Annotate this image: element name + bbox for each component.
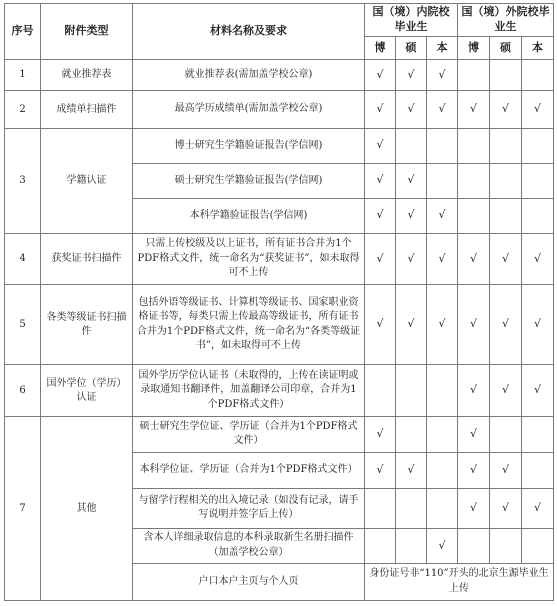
material-requirement: 硕士研究生学位证、学历证（合并为1个PDF格式文件） xyxy=(133,416,365,452)
empty-cell xyxy=(522,60,554,91)
check-mark: √ xyxy=(427,60,458,91)
check-mark: √ xyxy=(365,198,396,233)
row-number: 7 xyxy=(5,416,41,600)
material-requirement: 本科学位证、学历证（合并为1个PDF格式文件） xyxy=(133,452,365,488)
table-row xyxy=(5,365,554,416)
table-row xyxy=(5,416,554,452)
empty-cell xyxy=(365,365,396,416)
check-mark: √ xyxy=(365,233,396,284)
material-requirement: 博士研究生学籍验证报告(学信网) xyxy=(133,128,365,163)
empty-cell xyxy=(458,198,490,233)
row-number: 5 xyxy=(5,285,41,365)
check-mark: √ xyxy=(490,488,522,528)
empty-cell xyxy=(490,60,522,91)
empty-cell xyxy=(490,198,522,233)
row-number: 3 xyxy=(5,128,41,233)
header-degree: 本 xyxy=(427,37,458,60)
empty-cell xyxy=(490,163,522,198)
check-mark: √ xyxy=(365,128,396,163)
check-mark: √ xyxy=(490,285,522,365)
header-material: 材料名称及要求 xyxy=(133,4,365,60)
table-row xyxy=(5,233,554,284)
check-mark: √ xyxy=(365,452,396,488)
header-degree: 硕 xyxy=(490,37,522,60)
material-requirement: 国外学历学位认证书（未取得的，上传在读证明或录取通知书翻译件，加盖翻译公司印章，合并为1个PDF格式文件） xyxy=(133,365,365,416)
header-seq: 序号 xyxy=(5,4,41,60)
material-requirement: 最高学历成绩单(需加盖学校公章) xyxy=(133,90,365,128)
check-mark: √ xyxy=(365,163,396,198)
table-body xyxy=(5,60,554,601)
empty-cell xyxy=(458,128,490,163)
check-mark: √ xyxy=(458,452,490,488)
check-mark: √ xyxy=(396,233,427,284)
header-degree: 硕 xyxy=(396,37,427,60)
empty-cell xyxy=(522,452,554,488)
check-mark: √ xyxy=(427,198,458,233)
table-row xyxy=(5,90,554,128)
table-row xyxy=(5,128,554,163)
header-degree: 本 xyxy=(522,37,554,60)
row-number: 1 xyxy=(5,60,41,91)
attachment-type: 各类等级证书扫描件 xyxy=(41,285,133,365)
empty-cell xyxy=(396,365,427,416)
check-mark: √ xyxy=(522,285,554,365)
empty-cell xyxy=(522,128,554,163)
check-mark: √ xyxy=(396,163,427,198)
check-mark: √ xyxy=(490,452,522,488)
row-number: 4 xyxy=(5,233,41,284)
upload-note: 身份证号非“110”开头的北京生源毕业生上传 xyxy=(365,563,554,600)
empty-cell xyxy=(458,60,490,91)
check-mark: √ xyxy=(365,60,396,91)
empty-cell xyxy=(427,452,458,488)
check-mark: √ xyxy=(458,233,490,284)
empty-cell xyxy=(490,128,522,163)
check-mark: √ xyxy=(365,416,396,452)
row-number: 2 xyxy=(5,90,41,128)
empty-cell xyxy=(427,416,458,452)
check-mark: √ xyxy=(522,90,554,128)
check-mark: √ xyxy=(458,365,490,416)
empty-cell xyxy=(427,128,458,163)
check-mark: √ xyxy=(522,365,554,416)
check-mark: √ xyxy=(396,452,427,488)
material-requirement: 只需上传校级及以上证书，所有证书合并为1个PDF格式文件，统一命名为“获奖证书”，如未取得可不上传 xyxy=(133,233,365,284)
attachment-type: 国外学位（学历）认证 xyxy=(41,365,133,416)
check-mark: √ xyxy=(490,233,522,284)
empty-cell xyxy=(490,528,522,563)
attachment-type: 其他 xyxy=(41,416,133,600)
table-row xyxy=(5,60,554,91)
material-requirement: 与留学行程相关的出入境记录（如没有记录，请手写说明并签字后上传） xyxy=(133,488,365,528)
empty-cell xyxy=(427,163,458,198)
empty-cell xyxy=(396,128,427,163)
check-mark: √ xyxy=(396,60,427,91)
material-requirement: 户口本户主页与个人页 xyxy=(133,563,365,600)
table-row xyxy=(5,285,554,365)
header-degree: 博 xyxy=(365,37,396,60)
check-mark: √ xyxy=(458,488,490,528)
empty-cell xyxy=(396,488,427,528)
attachment-type: 就业推荐表 xyxy=(41,60,133,91)
check-mark: √ xyxy=(458,90,490,128)
header-domestic: 国（境）内院校毕业生 xyxy=(365,4,458,37)
empty-cell xyxy=(427,365,458,416)
empty-cell xyxy=(396,528,427,563)
check-mark: √ xyxy=(490,365,522,416)
check-mark: √ xyxy=(427,285,458,365)
material-requirement: 含本人详细录取信息的本科录取新生名册扫描件（加盖学校公章） xyxy=(133,528,365,563)
empty-cell xyxy=(396,416,427,452)
check-mark: √ xyxy=(427,90,458,128)
empty-cell xyxy=(522,198,554,233)
empty-cell xyxy=(490,416,522,452)
check-mark: √ xyxy=(522,488,554,528)
attachment-type: 获奖证书扫描件 xyxy=(41,233,133,284)
check-mark: √ xyxy=(458,416,490,452)
requirements-table xyxy=(4,3,554,601)
empty-cell xyxy=(458,163,490,198)
header-type: 附件类型 xyxy=(41,4,133,60)
check-mark: √ xyxy=(396,198,427,233)
material-requirement: 本科学籍验证报告(学信网) xyxy=(133,198,365,233)
check-mark: √ xyxy=(396,285,427,365)
empty-cell xyxy=(365,488,396,528)
empty-cell xyxy=(522,416,554,452)
empty-cell xyxy=(458,528,490,563)
check-mark: √ xyxy=(365,90,396,128)
material-requirement: 包括外语等级证书、计算机等级证书、国家职业资格证书等，每类只需上传最高等级证书，所有证书合并为1个PDF格式文件，统一命名为“各类等级证书”，如未取得可不上传 xyxy=(133,285,365,365)
check-mark: √ xyxy=(396,90,427,128)
attachment-type: 成绩单扫描件 xyxy=(41,90,133,128)
material-requirement: 硕士研究生学籍验证报告(学信网) xyxy=(133,163,365,198)
header-foreign: 国（境）外院校毕业生 xyxy=(458,4,554,37)
material-requirement: 就业推荐表(需加盖学校公章) xyxy=(133,60,365,91)
empty-cell xyxy=(427,488,458,528)
check-mark: √ xyxy=(490,90,522,128)
empty-cell xyxy=(365,528,396,563)
attachment-type: 学籍认证 xyxy=(41,128,133,233)
check-mark: √ xyxy=(458,285,490,365)
check-mark: √ xyxy=(365,285,396,365)
check-mark: √ xyxy=(522,233,554,284)
empty-cell xyxy=(522,163,554,198)
check-mark: √ xyxy=(427,528,458,563)
empty-cell xyxy=(522,528,554,563)
check-mark: √ xyxy=(427,233,458,284)
header-degree: 博 xyxy=(458,37,490,60)
row-number: 6 xyxy=(5,365,41,416)
